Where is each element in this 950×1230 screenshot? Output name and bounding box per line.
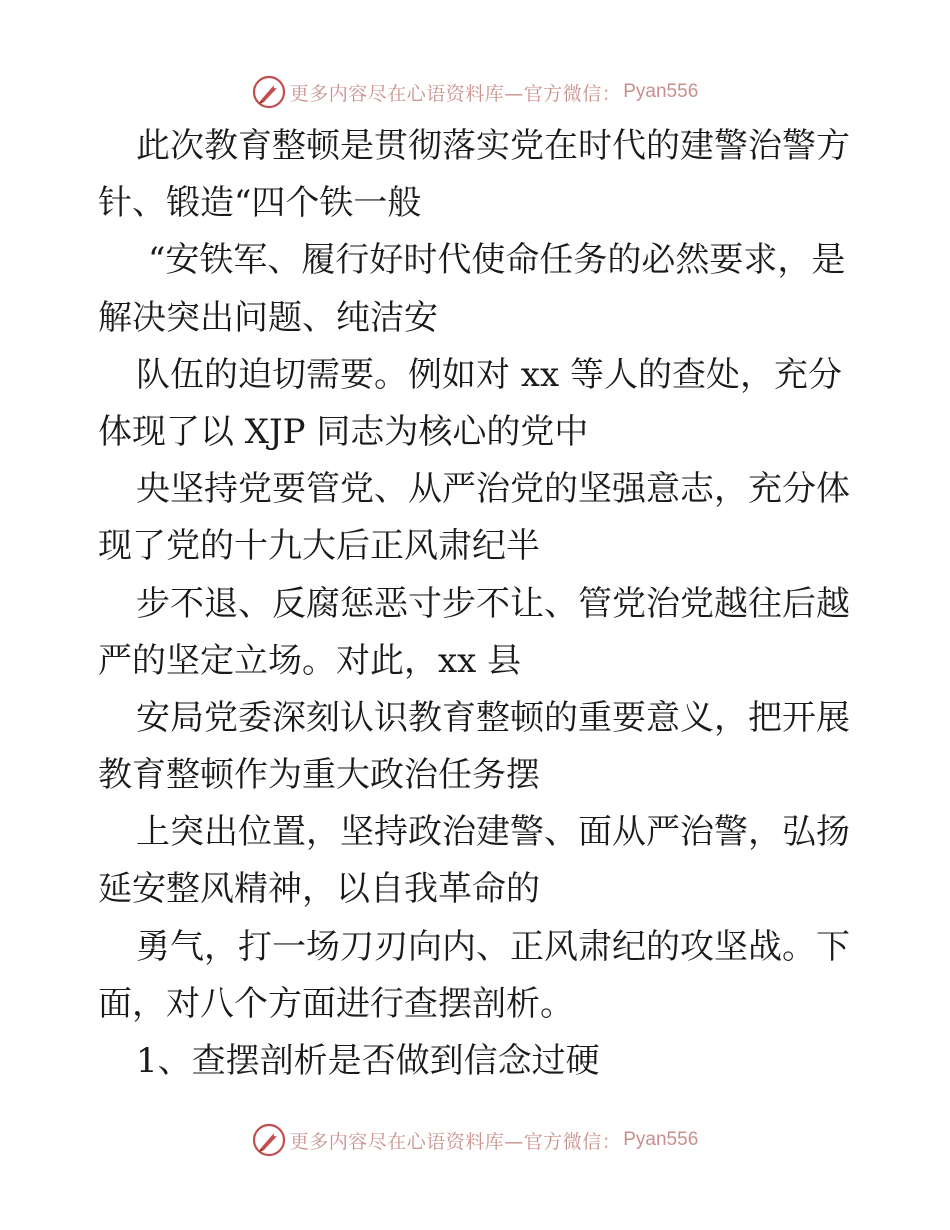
section-heading: 1、查摆剖析是否做到信念过硬 <box>136 1041 600 1081</box>
text-line: 上突出位置，坚持政治建警、面从严治警，弘扬 <box>136 812 850 853</box>
text-line: 教育整顿作为重大政治任务摆 <box>98 755 540 796</box>
document-body <box>98 118 858 1090</box>
text-line: 体现了以 XJP 同志为核心的党中 <box>98 411 589 452</box>
text-line: “安铁军、履行好时代使命任务的必然要求，是 <box>148 240 846 281</box>
header-watermark <box>0 72 950 112</box>
pen-logo-icon <box>252 1123 286 1157</box>
text-line: 队伍的迫切需要。例如对 xx 等人的查处，充分 <box>136 354 842 395</box>
text-line: 步不退、反腐惩恶寸步不让、管党治党越往后越 <box>136 583 850 624</box>
watermark-text: 更多内容尽在心语资料库—官方微信： <box>289 1130 622 1153</box>
watermark-wechat-id: Pyan556 <box>623 81 699 102</box>
watermark-wechat-id: Pyan556 <box>623 1129 699 1150</box>
text-line: 针、锻造“四个铁一般 <box>98 183 422 224</box>
text-line: 勇气，打一场刀刃向内、正风肃纪的攻坚战。下 <box>136 926 850 967</box>
watermark-text: 更多内容尽在心语资料库—官方微信： <box>289 82 622 105</box>
text-line: 延安整风精神，以自我革命的 <box>98 869 540 910</box>
text-line: 面，对八个方面进行查摆剖析。 <box>98 983 574 1024</box>
text-line: 解决突出问题、纯洁安 <box>98 297 438 338</box>
text-line: 央坚持党要管党、从严治党的坚强意志，充分体 <box>136 469 850 510</box>
text-line: 严的坚定立场。对此，xx 县 <box>98 640 522 681</box>
text-line: 现了党的十九大后正风肃纪半 <box>98 526 540 567</box>
text-line: 安局党委深刻认识教育整顿的重要意义，把开展 <box>136 697 850 738</box>
footer-watermark <box>0 1120 950 1160</box>
text-line: 此次教育整顿是贯彻落实党在时代的建警治警方 <box>136 126 850 166</box>
pen-logo-icon <box>252 75 286 109</box>
